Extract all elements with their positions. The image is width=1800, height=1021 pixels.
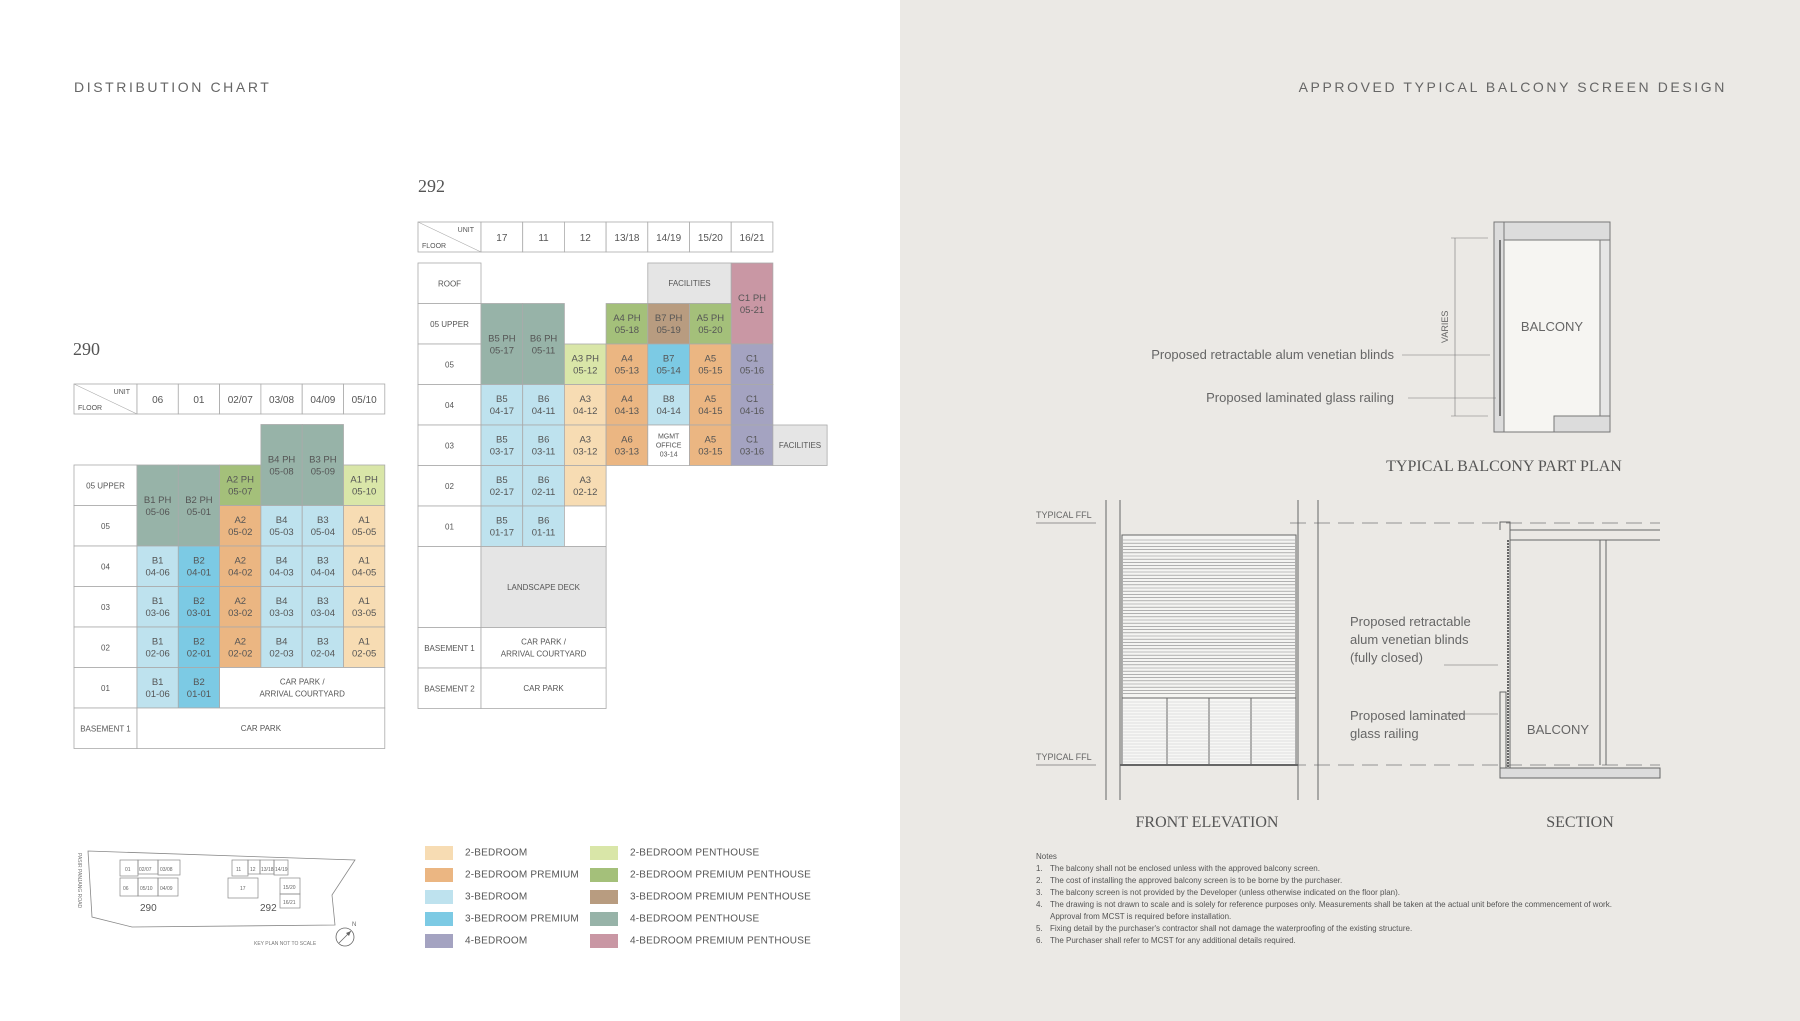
unit-cell-label: 05-06 bbox=[145, 506, 170, 518]
unit-column-header-label: 01 bbox=[193, 395, 205, 406]
plan-title: TYPICAL BALCONY PART PLAN bbox=[1386, 458, 1622, 475]
legend-item bbox=[425, 890, 527, 904]
section-blinds-label: (fully closed) bbox=[1350, 650, 1423, 665]
unit-cell-label: 03-13 bbox=[614, 446, 640, 458]
legend-swatch bbox=[425, 890, 453, 904]
floor-label: BASEMENT 1 bbox=[424, 643, 475, 653]
legend-swatch bbox=[590, 846, 618, 860]
floor-label: BASEMENT 2 bbox=[424, 684, 475, 694]
corner-unit-label: UNIT bbox=[457, 227, 474, 234]
legend-item bbox=[425, 934, 527, 948]
legend-item bbox=[590, 934, 811, 948]
unit-cell-label: CAR PARK bbox=[240, 724, 282, 734]
unit-cell-label: A3 bbox=[579, 394, 592, 406]
unit-cell-label: B1 bbox=[151, 636, 164, 648]
plan-blinds-label: Proposed retractable alum venetian blinds bbox=[1151, 347, 1394, 362]
keyplan-unit-292: 16/21 bbox=[283, 900, 296, 906]
unit-cell-label: A5 bbox=[704, 434, 717, 446]
unit-cell-label: CAR PARK / bbox=[521, 637, 566, 647]
keyplan-unit-290: 05/10 bbox=[140, 886, 153, 892]
unit-cell-label: LANDSCAPE DECK bbox=[507, 582, 581, 592]
unit-cell-label: A2 bbox=[234, 636, 247, 648]
legend-label: 2-BEDROOM PENTHOUSE bbox=[630, 847, 760, 859]
unit-cell-label: B6 bbox=[537, 515, 550, 527]
unit-cell-label: 03-05 bbox=[351, 608, 377, 620]
unit-cell-label: B1 bbox=[151, 596, 164, 608]
unit-cell-label: 05-03 bbox=[269, 527, 294, 539]
unit-cell-label: 05-05 bbox=[351, 527, 377, 539]
unit-cell-label: 05-11 bbox=[531, 345, 556, 357]
unit-cell-label: 04-05 bbox=[351, 567, 377, 579]
floor-label: 03 bbox=[101, 602, 110, 612]
note-item: 5. Fixing detail by the purchaser's contractor shall not damage the waterproofing of the existing structure. bbox=[1036, 924, 1413, 933]
unit-cell-label: B3 bbox=[317, 515, 329, 527]
floor-label: 01 bbox=[101, 683, 110, 693]
unit-cell-label: B4 bbox=[275, 555, 288, 567]
unit-cell-label: B3 PH bbox=[309, 454, 337, 466]
unit-cell-label: 01-06 bbox=[145, 689, 170, 701]
unit-cell-label: 02-06 bbox=[145, 648, 170, 660]
unit-cell-label: 02-03 bbox=[269, 648, 294, 660]
unit-cell-label: B5 bbox=[496, 434, 508, 446]
corner-floor-label: FLOOR bbox=[422, 243, 447, 250]
note-item: 2. The cost of installing the approved balcony screen is to be borne by the purchaser. bbox=[1036, 876, 1343, 885]
legend-swatch bbox=[425, 934, 453, 948]
corner-floor-label: FLOOR bbox=[78, 405, 103, 412]
unit-cell-label: B6 bbox=[537, 475, 550, 487]
unit-cell-label: FACILITIES bbox=[668, 279, 711, 289]
floor-row-header bbox=[418, 547, 481, 628]
keyplan-unit-292: 11 bbox=[236, 867, 242, 873]
legend-swatch bbox=[425, 846, 453, 860]
unit-cell-label: B3 bbox=[317, 555, 329, 567]
keyplan-unit-292: 17 bbox=[240, 886, 246, 892]
unit-column-header-label: 02/07 bbox=[227, 395, 253, 406]
legend-label: 4-BEDROOM bbox=[465, 935, 528, 947]
corner-unit-label: UNIT bbox=[113, 389, 130, 396]
section-railing-label: glass railing bbox=[1350, 726, 1419, 741]
legend-item bbox=[590, 846, 759, 860]
legend-label: 3-BEDROOM PREMIUM bbox=[465, 913, 579, 925]
legend-label: 4-BEDROOM PREMIUM PENTHOUSE bbox=[630, 935, 811, 947]
unit-column-header-label: 15/20 bbox=[697, 233, 723, 244]
unit-cell-label: A2 bbox=[234, 596, 247, 608]
unit-cell-label: A3 PH bbox=[571, 353, 599, 365]
unit-cell-label: A6 bbox=[621, 434, 633, 446]
balcony-design-heading: APPROVED TYPICAL BALCONY SCREEN DESIGN bbox=[1298, 79, 1727, 95]
legend-item bbox=[590, 912, 759, 926]
legend-label: 2-BEDROOM PREMIUM PENTHOUSE bbox=[630, 869, 811, 881]
unit-cell-label: B5 bbox=[496, 515, 508, 527]
unit-cell-label: C1 PH bbox=[738, 292, 767, 304]
unit-cell-label: 03-03 bbox=[269, 608, 294, 620]
unit-cell-label: ARRIVAL COURTYARD bbox=[500, 649, 587, 659]
legend-item bbox=[590, 890, 811, 904]
unit-cell-label: A1 bbox=[358, 636, 370, 648]
unit-cell-label: A4 bbox=[621, 353, 633, 365]
keyplan-unit-290: 06 bbox=[123, 886, 129, 892]
unit-cell-label: MGMT bbox=[657, 433, 680, 441]
unit-cell-label: B5 bbox=[496, 394, 508, 406]
note-item: 1. The balcony shall not be enclosed unless with the approved balcony screen. bbox=[1036, 864, 1320, 873]
keyplan-unit-292: 15/20 bbox=[283, 885, 296, 891]
unit-cell-label: 04-03 bbox=[269, 567, 294, 579]
unit-cell-label: 05-07 bbox=[228, 486, 253, 498]
unit-cell bbox=[481, 628, 606, 669]
unit-cell-label: A2 bbox=[234, 515, 247, 527]
unit-column-header-label: 05/10 bbox=[351, 395, 377, 406]
unit-column-header-label: 04/09 bbox=[310, 395, 336, 406]
unit-cell-label: 03-06 bbox=[145, 608, 170, 620]
unit-cell-label: 02-04 bbox=[310, 648, 336, 660]
floor-label: ROOF bbox=[437, 279, 462, 289]
unit-cell-label: C1 bbox=[745, 434, 759, 446]
plan-railing-label: Proposed laminated glass railing bbox=[1206, 390, 1394, 405]
block-292-distribution-chart bbox=[0, 0, 840, 760]
unit-cell-label: A1 PH bbox=[350, 474, 378, 486]
unit-cell-label: 05-17 bbox=[489, 345, 515, 357]
unit-cell-label: A2 bbox=[234, 555, 247, 567]
unit-cell-label: B7 PH bbox=[654, 313, 683, 325]
unit-cell-label: B2 bbox=[193, 555, 205, 567]
unit-cell-label: FACILITIES bbox=[778, 441, 822, 451]
unit-cell-label: 01-01 bbox=[186, 689, 212, 701]
unit-cell-label: 02-12 bbox=[573, 487, 598, 499]
unit-cell-label: 05-21 bbox=[739, 304, 765, 316]
unit-cell-label: 02-02 bbox=[228, 648, 253, 660]
floor-label: 04 bbox=[445, 400, 454, 410]
front-elevation bbox=[1106, 500, 1318, 800]
north-label: N bbox=[352, 922, 357, 928]
unit-cell-label: 05-10 bbox=[351, 486, 377, 498]
unit-cell-label: 05-15 bbox=[698, 365, 723, 377]
unit-cell-label: B5 PH bbox=[488, 333, 516, 345]
unit-cell-label: 05-14 bbox=[656, 365, 681, 377]
unit-cell-label: 01-17 bbox=[489, 527, 515, 539]
ffl-bottom-label: TYPICAL FFL bbox=[1036, 752, 1092, 762]
road-label: PASIR PANJANG ROAD bbox=[76, 853, 82, 909]
unit-cell-label: 04-11 bbox=[531, 406, 556, 418]
keyplan-unit-290: 02/07 bbox=[139, 867, 152, 873]
unit-cell-label: A3 bbox=[579, 434, 592, 446]
unit-cell-label: 03-17 bbox=[489, 446, 515, 458]
unit-cell-label: 03-01 bbox=[186, 608, 212, 620]
unit-cell-label: B2 bbox=[193, 636, 205, 648]
unit-cell-label: 03-16 bbox=[739, 446, 765, 458]
unit-cell-label: B3 bbox=[317, 636, 329, 648]
unit-cell-label: B2 bbox=[193, 677, 205, 689]
unit-column-header-label: 06 bbox=[152, 395, 164, 406]
unit-cell-label: 04-17 bbox=[489, 406, 515, 418]
legend-label: 4-BEDROOM PENTHOUSE bbox=[630, 913, 760, 925]
plan-balcony-label: BALCONY bbox=[1520, 319, 1584, 334]
notes-title: Notes bbox=[1036, 852, 1057, 861]
keyplan-unit-290: 04/09 bbox=[160, 886, 173, 892]
unit-cell-label: OFFICE bbox=[655, 442, 682, 450]
unit-cell-label: 01-11 bbox=[531, 527, 556, 539]
unit-cell-label: 05-13 bbox=[614, 365, 640, 377]
unit-cell-label: C1 bbox=[745, 394, 759, 406]
unit-cell-label: CAR PARK / bbox=[279, 677, 325, 687]
keyplan-unit-292: 13/18 bbox=[261, 867, 274, 873]
unit-cell-label: 05-09 bbox=[310, 466, 336, 478]
legend-label: 2-BEDROOM PREMIUM bbox=[465, 869, 579, 881]
unit-cell bbox=[564, 506, 606, 547]
legend-swatch bbox=[590, 912, 618, 926]
unit-cell-label: 03-02 bbox=[228, 608, 253, 620]
legend-swatch bbox=[590, 890, 618, 904]
unit-cell-label: B4 bbox=[275, 636, 288, 648]
unit-cell-label: 05-08 bbox=[269, 466, 294, 478]
unit-cell-label: 05-18 bbox=[614, 325, 640, 337]
floor-label: 02 bbox=[101, 643, 110, 653]
floor-label: 05 bbox=[101, 521, 110, 531]
keyplan-block-292: 292 bbox=[260, 903, 277, 914]
floor-label: 04 bbox=[101, 562, 110, 572]
floor-label: 01 bbox=[445, 522, 454, 532]
unit-cell-label: B4 PH bbox=[267, 454, 296, 466]
section-balcony-label: BALCONY bbox=[1526, 722, 1590, 737]
unit-column-header-label: 13/18 bbox=[614, 233, 640, 244]
unit-cell-label: B7 bbox=[662, 353, 675, 365]
unit-cell-label: 04-15 bbox=[698, 406, 723, 418]
unit-cell-label: A5 PH bbox=[696, 313, 725, 325]
unit-cell-label: B5 bbox=[496, 475, 508, 487]
unit-cell-label: 05-16 bbox=[739, 365, 765, 377]
legend-item bbox=[425, 846, 527, 860]
unit-column-header-label: 14/19 bbox=[656, 233, 682, 244]
unit-cell-label: B1 bbox=[151, 677, 164, 689]
unit-cell-label: 02-17 bbox=[489, 487, 515, 499]
section-title: SECTION bbox=[1546, 814, 1614, 831]
unit-cell-label: B2 bbox=[193, 596, 205, 608]
unit-cell-label: A5 bbox=[704, 353, 717, 365]
legend-swatch bbox=[425, 912, 453, 926]
unit-cell-label: A5 bbox=[704, 394, 717, 406]
legend-swatch bbox=[590, 868, 618, 882]
unit-cell-label: B8 bbox=[662, 394, 675, 406]
keyplan-unit-290: 03/08 bbox=[160, 867, 173, 873]
unit-cell-label: A2 PH bbox=[226, 474, 254, 486]
plan-varies-label: VARIES bbox=[1440, 310, 1450, 343]
glass-railing-hatch bbox=[1123, 702, 1295, 762]
distribution-chart-heading: DISTRIBUTION CHART bbox=[74, 79, 272, 95]
note-item: 4. The drawing is not drawn to scale and is solely for reference purposes only. Measurements shall be taken at the actual unit before the commencement of work. Approval from MCST is required before installation. bbox=[1036, 900, 1612, 921]
unit-cell-label: B1 PH bbox=[143, 494, 172, 506]
keyplan-scale-note: KEY PLAN NOT TO SCALE bbox=[254, 941, 317, 947]
unit-cell-label: 04-01 bbox=[186, 567, 212, 579]
notes bbox=[1036, 851, 1616, 947]
unit-cell-label: 05-12 bbox=[573, 365, 598, 377]
floor-label: 02 bbox=[445, 481, 454, 491]
unit-cell-label: 05-20 bbox=[698, 325, 723, 337]
legend-label: 2-BEDROOM bbox=[465, 847, 528, 859]
legend-swatch bbox=[590, 934, 618, 948]
ffl-top-label: TYPICAL FFL bbox=[1036, 510, 1092, 520]
unit-cell-label: 04-04 bbox=[310, 567, 336, 579]
unit-cell-label: A4 PH bbox=[613, 313, 641, 325]
key-plan bbox=[70, 845, 370, 950]
unit-column-header-label: 17 bbox=[496, 233, 508, 244]
legend-item bbox=[590, 868, 811, 882]
keyplan-unit-292: 14/19 bbox=[275, 867, 288, 873]
floor-label: 05 UPPER bbox=[430, 319, 469, 329]
unit-cell-label: 04-12 bbox=[573, 406, 598, 418]
keyplan-unit-290: 01 bbox=[125, 867, 131, 873]
unit-cell-label: 04-14 bbox=[656, 406, 681, 418]
unit-cell-label: A3 bbox=[579, 475, 592, 487]
unit-cell-label: A1 bbox=[358, 555, 370, 567]
keyplan-unit-292: 12 bbox=[250, 867, 256, 873]
unit-cell-label: 05-19 bbox=[656, 325, 681, 337]
unit-cell-label: 04-16 bbox=[739, 406, 765, 418]
legend-item bbox=[425, 912, 579, 926]
unit-cell-label: A4 bbox=[621, 394, 633, 406]
unit-cell-label: 04-02 bbox=[228, 567, 253, 579]
unit-cell-label: 03-15 bbox=[698, 446, 723, 458]
floor-label: 05 bbox=[445, 360, 454, 370]
unit-cell-label: 03-11 bbox=[531, 446, 556, 458]
unit-cell-label: 02-05 bbox=[351, 648, 377, 660]
keyplan-block-290: 290 bbox=[140, 903, 157, 914]
unit-cell-label: B3 bbox=[317, 596, 329, 608]
unit-column-header-label: 03/08 bbox=[269, 395, 295, 406]
note-item: 3. The balcony screen is not provided by the Developer (unless otherwise indicated on the floor plan). bbox=[1036, 888, 1400, 897]
unit-cell-label: B6 bbox=[537, 434, 550, 446]
unit-cell-label: B1 bbox=[151, 555, 164, 567]
floor-label: BASEMENT 1 bbox=[80, 724, 131, 734]
balcony-section bbox=[1444, 522, 1660, 778]
section-railing-label: Proposed laminated bbox=[1350, 708, 1466, 723]
block-292-label: 292 bbox=[418, 176, 445, 196]
unit-column-header-label: 16/21 bbox=[739, 233, 765, 244]
unit-cell-label: A1 bbox=[358, 515, 370, 527]
unit-cell-label: B2 PH bbox=[185, 494, 213, 506]
unit-cell-label: 05-01 bbox=[186, 506, 212, 518]
unit-cell-label: A1 bbox=[358, 596, 370, 608]
unit-cell-label: 03-12 bbox=[573, 446, 598, 458]
legend-label: 3-BEDROOM bbox=[465, 891, 528, 903]
unit-cell-label: 04-13 bbox=[614, 406, 640, 418]
unit-cell-label: C1 bbox=[745, 353, 759, 365]
north-arrow-icon bbox=[336, 928, 354, 946]
unit-cell-label: 02-11 bbox=[531, 487, 556, 499]
unit-column-header-label: 11 bbox=[538, 233, 549, 244]
unit-cell-label: ARRIVAL COURTYARD bbox=[259, 689, 345, 699]
unit-cell-label: B4 bbox=[275, 596, 288, 608]
unit-cell-label: 05-04 bbox=[310, 527, 336, 539]
block-290-label: 290 bbox=[73, 339, 100, 359]
legend-label: 3-BEDROOM PREMIUM PENTHOUSE bbox=[630, 891, 811, 903]
floor-label: 03 bbox=[445, 441, 454, 451]
unit-cell-label: 04-06 bbox=[145, 567, 170, 579]
section-blinds-label: Proposed retractable bbox=[1350, 614, 1471, 629]
note-item: 6. The Purchaser shall refer to MCST for any additional details required. bbox=[1036, 936, 1296, 945]
section-blinds-label: alum venetian blinds bbox=[1350, 632, 1469, 647]
unit-cell-label: B4 bbox=[275, 515, 288, 527]
unit-cell-label: 03-14 bbox=[659, 451, 678, 459]
unit-cell-label: B6 PH bbox=[529, 333, 558, 345]
legend-swatch bbox=[425, 868, 453, 882]
unit-cell-label: CAR PARK bbox=[523, 684, 564, 694]
elevation-title: FRONT ELEVATION bbox=[1135, 814, 1279, 831]
unit-cell-label: B6 bbox=[537, 394, 550, 406]
unit-cell-label: 03-04 bbox=[310, 608, 336, 620]
legend-item bbox=[425, 868, 579, 882]
floor-label: 05 UPPER bbox=[86, 481, 125, 491]
unit-column-header-label: 12 bbox=[579, 233, 591, 244]
unit-cell-label: 02-01 bbox=[186, 648, 212, 660]
balcony-drawings bbox=[900, 0, 1800, 850]
unit-cell-label: 05-02 bbox=[228, 527, 253, 539]
